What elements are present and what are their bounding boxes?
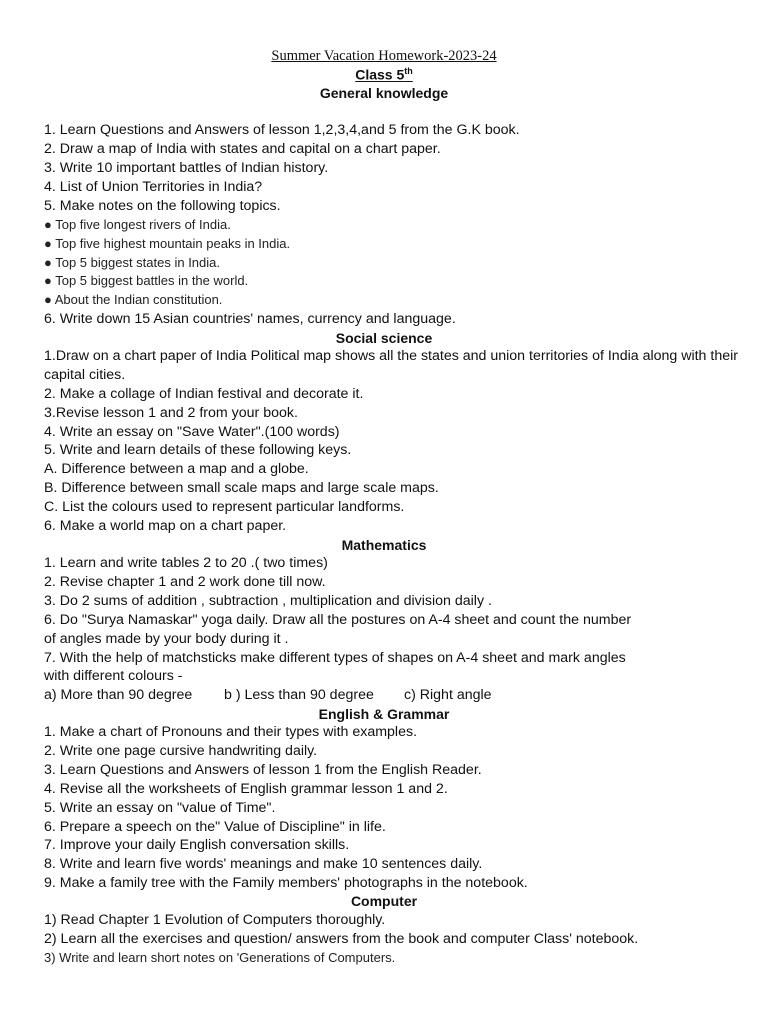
- math-option-b: b ) Less than 90 degree: [224, 687, 374, 703]
- social-line: 3.Revise lesson 1 and 2 from your book.: [44, 405, 298, 421]
- english-line: 5. Write an essay on "value of Time".: [44, 800, 276, 816]
- gk-line: 2. Draw a map of India with states and capital on a chart paper.: [44, 141, 441, 157]
- english-line: 6. Prepare a speech on the" Value of Discipline" in life.: [44, 819, 386, 835]
- heading-general-knowledge: General knowledge: [319, 85, 449, 101]
- social-line: 5. Write and learn details of these following keys.: [44, 442, 352, 458]
- math-option-a: a) More than 90 degree: [44, 687, 193, 703]
- math-line: of angles made by your body during it .: [44, 631, 289, 647]
- math-line: 1. Learn and write tables 2 to 20 .( two times): [44, 555, 328, 571]
- social-line: 4. Write an essay on "Save Water".(100 words): [44, 424, 340, 440]
- gk-bullet: ● Top 5 biggest battles in the world.: [44, 273, 249, 288]
- gk-bullet: ● Top 5 biggest states in India.: [44, 255, 221, 270]
- english-line: 9. Make a family tree with the Family members' photographs in the notebook.: [44, 875, 528, 891]
- math-line: with different colours -: [44, 668, 183, 684]
- heading-english-grammar: English & Grammar: [318, 706, 450, 722]
- social-line: C. List the colours used to represent particular landforms.: [44, 499, 405, 515]
- social-line: 1.Draw on a chart paper of India Political map shows all the states and union territories of India along with their: [44, 348, 738, 364]
- gk-bullet: ● Top five longest rivers of India.: [44, 217, 231, 232]
- gk-line: 5. Make notes on the following topics.: [44, 198, 281, 214]
- heading-mathematics: Mathematics: [341, 537, 427, 553]
- social-line: B. Difference between small scale maps and large scale maps.: [44, 480, 439, 496]
- math-line: 6. Do "Surya Namaskar" yoga daily. Draw all the postures on A-4 sheet and count the number: [44, 612, 632, 628]
- class-label: [0, 66, 768, 83]
- computer-line: 1) Read Chapter 1 Evolution of Computers thoroughly.: [44, 912, 386, 928]
- social-line: A. Difference between a map and a globe.: [44, 461, 309, 477]
- math-line: 3. Do 2 sums of addition , subtraction , multiplication and division daily .: [44, 593, 492, 609]
- heading-computer: Computer: [350, 893, 418, 909]
- english-line: 8. Write and learn five words' meanings and make 10 sentences daily.: [44, 856, 483, 872]
- gk-line: 4. List of Union Territories in India?: [44, 179, 263, 195]
- computer-line: 3) Write and learn short notes on 'Generations of Computers.: [44, 950, 396, 965]
- math-line: 7. With the help of matchsticks make different types of shapes on A-4 sheet and mark angles: [44, 650, 626, 666]
- gk-line: 6. Write down 15 Asian countries' names, currency and language.: [44, 311, 456, 327]
- english-line: 4. Revise all the worksheets of English grammar lesson 1 and 2.: [44, 781, 448, 797]
- gk-line: 1. Learn Questions and Answers of lesson 1,2,3,4,and 5 from the G.K book.: [44, 122, 520, 138]
- gk-bullet: ● Top five highest mountain peaks in India.: [44, 236, 291, 251]
- heading-social-science: Social science: [335, 330, 433, 346]
- english-line: 2. Write one page cursive handwriting daily.: [44, 743, 318, 759]
- english-line: 3. Learn Questions and Answers of lesson 1 from the English Reader.: [44, 762, 482, 778]
- english-line: 7. Improve your daily English conversation skills.: [44, 837, 350, 853]
- social-line: 2. Make a collage of Indian festival and decorate it.: [44, 386, 364, 402]
- gk-bullet: ● About the Indian constitution.: [44, 292, 223, 307]
- english-line: 1. Make a chart of Pronouns and their types with examples.: [44, 724, 418, 740]
- computer-line: 2) Learn all the exercises and question/ answers from the book and computer Class' notebook.: [44, 931, 639, 947]
- social-line: 6. Make a world map on a chart paper.: [44, 518, 287, 534]
- gk-line: 3. Write 10 important battles of Indian history.: [44, 160, 329, 176]
- class-superscript: th: [404, 66, 413, 76]
- class-text: Class 5: [355, 66, 405, 83]
- math-line: 2. Revise chapter 1 and 2 work done till now.: [44, 574, 326, 590]
- math-option-c: c) Right angle: [404, 687, 492, 703]
- page-title: Summer Vacation Homework-2023-24: [271, 48, 497, 64]
- social-line: capital cities.: [44, 367, 126, 383]
